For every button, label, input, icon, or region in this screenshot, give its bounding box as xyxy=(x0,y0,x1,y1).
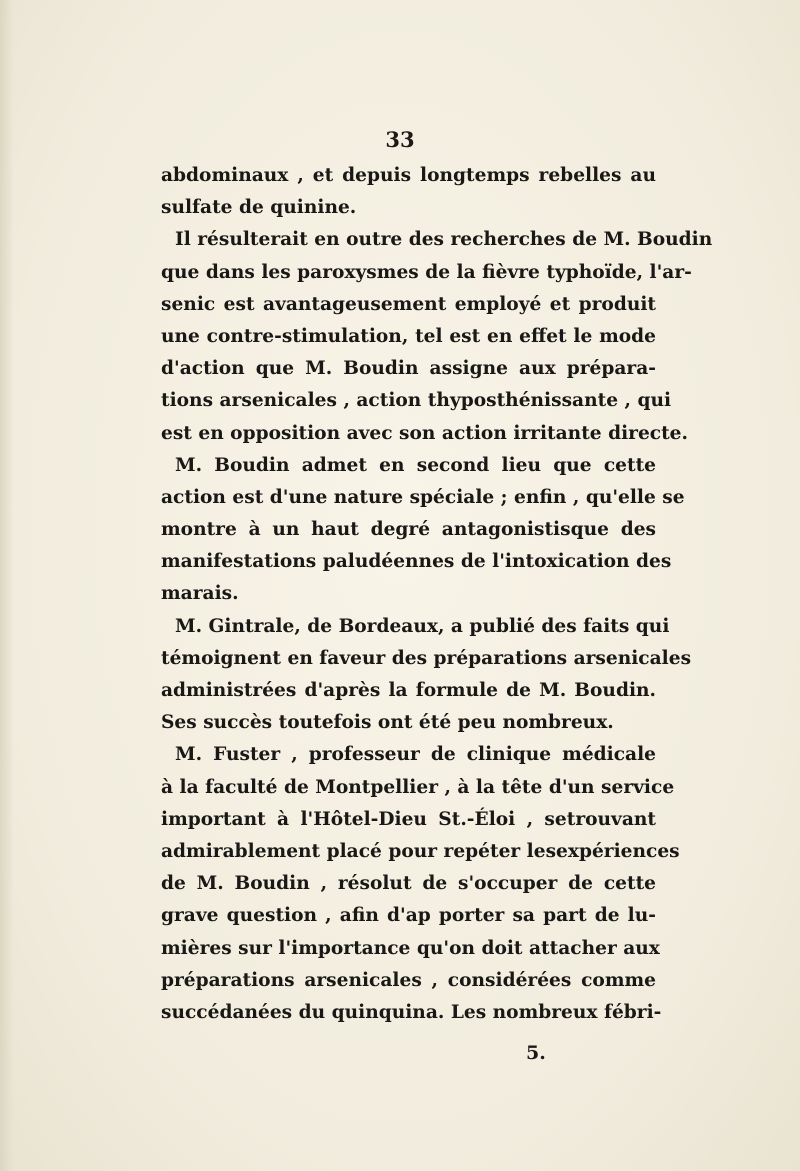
text-line: M. Fuster , professeur de clinique médicale xyxy=(175,744,656,766)
text-line: une contre-stimulation, tel est en effet le mode xyxy=(161,325,656,347)
text-line: grave question , afin d'ap porter sa part de lu- xyxy=(161,905,656,927)
text-line: abdominaux , et depuis longtemps rebelles au xyxy=(161,165,656,186)
text-line: succédanées du quinquina. Les nombreux fébri- xyxy=(161,1001,662,1023)
text-line: senic est avantageusement employé et produit xyxy=(161,293,656,315)
text-line: est en opposition avec son action irritante directe. xyxy=(161,422,688,444)
text-line: tions arsenicales , action thyposthénissante , qui xyxy=(161,390,672,412)
text-line: Ses succès toutefois ont été peu nombreux. xyxy=(161,712,614,734)
page-number: 33 xyxy=(385,127,415,152)
text-line: M. Gintrale, de Bordeaux, a publié des faits qui xyxy=(175,615,670,637)
text-line: action est d'une nature spéciale ; enfin , qu'elle se xyxy=(161,486,685,508)
text-line: que dans les paroxysmes de la fièvre typhoïde, l'ar- xyxy=(161,261,692,283)
text-line: important à l'Hôtel-Dieu St.-Éloi , setrouvant xyxy=(161,808,656,830)
text-line: préparations arsenicales , considérées comme xyxy=(161,969,656,991)
text-line: de M. Boudin , résolut de s'occuper de cette xyxy=(161,873,656,895)
text-line: marais. xyxy=(161,583,239,605)
text-line: d'action que M. Boudin assigne aux prépara- xyxy=(161,358,656,380)
body-text xyxy=(161,160,713,1029)
text-line: montre à un haut degré antagonistisque des xyxy=(161,519,656,541)
signature-mark: 5. xyxy=(526,1042,546,1064)
page-gutter-shadow xyxy=(0,0,14,1171)
text-line: mières sur l'importance qu'on doit attacher aux xyxy=(161,937,660,959)
text-line: Il résulterait en outre des recherches de M. Boudin xyxy=(175,229,713,251)
text-line: à la faculté de Montpellier , à la tête d'un service xyxy=(161,776,675,798)
text-line: admirablement placé pour repéter lesexpériences xyxy=(161,840,680,862)
text-line: sulfate de quinine. xyxy=(161,197,357,219)
text-line: témoignent en faveur des préparations arsenicales xyxy=(161,647,692,669)
text-line: manifestations paludéennes de l'intoxication des xyxy=(161,551,672,573)
text-line: administrées d'après la formule de M. Boudin. xyxy=(161,680,656,701)
text-line: M. Boudin admet en second lieu que cette xyxy=(175,454,656,476)
